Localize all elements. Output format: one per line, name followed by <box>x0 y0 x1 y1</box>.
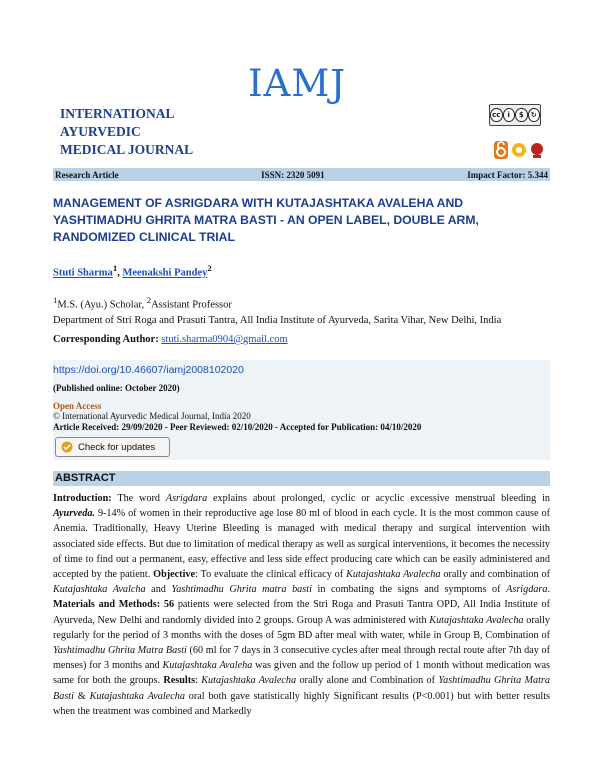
abstract-text: 9-14% of women in their reproductive age lose 80 ml of blood in each cycle. It is the most common cause of Anemia. Traditionally, Heavy Uterine Bleeding is managed with medical therapy and surgical intervention with associated side effects. But due to limitation of medical therapy as well as surgical interventions, it becomes the necessity of time to find out a permanent, easy, effective and less side effect producing care which can be easily administered and accepted by the patient. <box>53 508 550 581</box>
abstract-text: explains about prolonged, cyclic or acyclic excessive menstrual bleeding in <box>207 493 551 504</box>
open-access-icon <box>494 141 508 159</box>
results-label: Results <box>163 675 196 687</box>
abstract-heading: ABSTRACT <box>53 471 550 486</box>
impact-factor: Impact Factor: 5.344 <box>467 169 548 180</box>
author-sup: 1 <box>112 263 118 273</box>
abstract-term: Yashtimadhu Ghrita Matra Basti <box>53 645 187 657</box>
article-title: MANAGEMENT OF ASRIGDARA WITH KUTAJASHTAKA AVALEHA AND YASHTIMADHU GHRITA MATRA BASTI - AN OPEN LABEL, DOUBLE ARM, RANDOMIZED CLINICAL TRIAL <box>53 196 479 244</box>
creative-commons-icon[interactable] <box>489 104 541 126</box>
corresponding-label: Corresponding Author: <box>53 334 159 345</box>
abstract-text: The word <box>111 493 166 504</box>
abstract-term: Yashtimadhu Ghrita matra basti <box>171 584 312 596</box>
abstract-body <box>53 491 550 719</box>
author-list <box>53 263 212 279</box>
corresponding-email[interactable]: stuti.sharma0904@gmail.com <box>161 334 288 345</box>
methods-count: 56 <box>160 599 175 611</box>
abstract-term: Kutajashtaka Avalecha <box>89 690 185 702</box>
affil-role: Assistant Professor <box>151 299 232 311</box>
abstract-text: and <box>145 584 172 596</box>
article-type: Research Article <box>55 169 119 180</box>
journal-name-line: INTERNATIONAL <box>60 106 175 121</box>
abstract-term: Kutajashtaka Avalecha <box>429 614 524 626</box>
abstract-text: . <box>547 584 550 596</box>
repository-icon <box>530 141 544 159</box>
affiliation-line <box>53 293 501 313</box>
affil-sup: 2 <box>146 295 152 305</box>
sa-icon: ↻ <box>528 108 541 122</box>
intro-label: Introduction: <box>53 493 112 504</box>
check-for-updates-icon <box>61 441 73 453</box>
abstract-text: in combating the signs and symptoms of <box>311 584 507 596</box>
abstract-text: patients were selected from the Stri Roga and Prasuti Tantra OPD, All India Institute of Ayurveda, New Delhi and randomly divided into 2 groups. Group A was administered with <box>53 599 550 626</box>
abstract-text: oral both gave statistically highly Significant results (P<0.001) but with better results when the treatment was combined and Markedly <box>53 690 550 717</box>
abstract-term: Kutajashtaka Avalcha <box>53 584 146 596</box>
methods-label: Materials and Methods: <box>53 599 161 611</box>
issn: ISSN: 2320 5091 <box>261 169 325 180</box>
journal-name-line: AYURVEDIC <box>60 124 141 139</box>
check-for-updates-label: Check for updates <box>78 441 156 453</box>
author-sup: 2 <box>207 263 212 273</box>
author-link[interactable]: Stuti Sharma <box>53 267 113 279</box>
article-dates: Article Received: 29/09/2020 - Peer Reviewed: 02/10/2020 - Accepted for Publication: 04/10/2020 <box>53 422 422 432</box>
abstract-text: orally alone and Combination of <box>296 675 439 687</box>
open-access-badges <box>494 141 544 159</box>
abstract-term: Kutajashtaka Avalecha <box>201 675 297 687</box>
abstract-text: & <box>73 690 90 702</box>
nc-icon: $ <box>515 108 528 122</box>
abstract-text: orally regularly for the period of 3 months with the doses of 5gm BD after meal with water, while in Group B, Combination of <box>53 614 551 641</box>
open-access-label: Open Access <box>53 401 102 411</box>
copyright: © International Ayurvedic Medical Journal, India 2020 <box>53 411 251 421</box>
check-for-updates-button[interactable] <box>55 437 170 457</box>
affiliation <box>53 293 501 328</box>
abstract-term: Asrigdara <box>506 584 548 596</box>
abstract-text: : <box>195 675 202 687</box>
abstract-term: Yashtimadhu Ghrita Matra Basti <box>53 675 550 702</box>
abstract-text: orally and combination of <box>440 569 551 581</box>
abstract-text: (60 ml for 7 days in 3 consecutive cycles after meal through rectal route after 7th day of menses) for 3 months and <box>53 645 550 672</box>
published-online: (Published online: October 2020) <box>53 383 180 393</box>
objective-label: Objective <box>153 569 196 581</box>
scholar-icon <box>512 141 526 159</box>
affil-role: M.S. (Ayu.) Scholar, <box>57 299 147 311</box>
cc-icon: cc <box>490 108 503 122</box>
by-icon: i <box>503 108 516 122</box>
abstract-term: Kutajashtaka Avalecha <box>346 569 441 581</box>
journal-logo: IAMJ <box>248 62 347 105</box>
doi-link[interactable]: https://doi.org/10.46607/iamj2008102020 <box>53 364 244 376</box>
article-info-bar <box>53 168 550 181</box>
journal-name-line: MEDICAL JOURNAL <box>60 142 194 157</box>
author-link[interactable]: Meenakshi Pandey <box>122 267 208 279</box>
affiliation-dept: Department of Stri Roga and Prasuti Tantra, All India Institute of Ayurveda, Sarita Vihar, New Delhi, India <box>53 314 502 326</box>
abstract-text: was given and the follow up period of 1 month without medication was same for both the groups. <box>53 660 550 687</box>
abstract-term: Kutajashtaka Avaleha <box>162 660 253 672</box>
abstract-term: Asrigdara <box>165 493 208 504</box>
abstract-text: : To evaluate the clinical efficacy of <box>195 569 347 581</box>
corresponding-author <box>53 334 288 345</box>
journal-name <box>60 105 193 159</box>
abstract-term: Ayurveda. <box>53 508 95 520</box>
affil-sup: 1 <box>53 295 58 305</box>
author-sep: , <box>117 267 123 279</box>
